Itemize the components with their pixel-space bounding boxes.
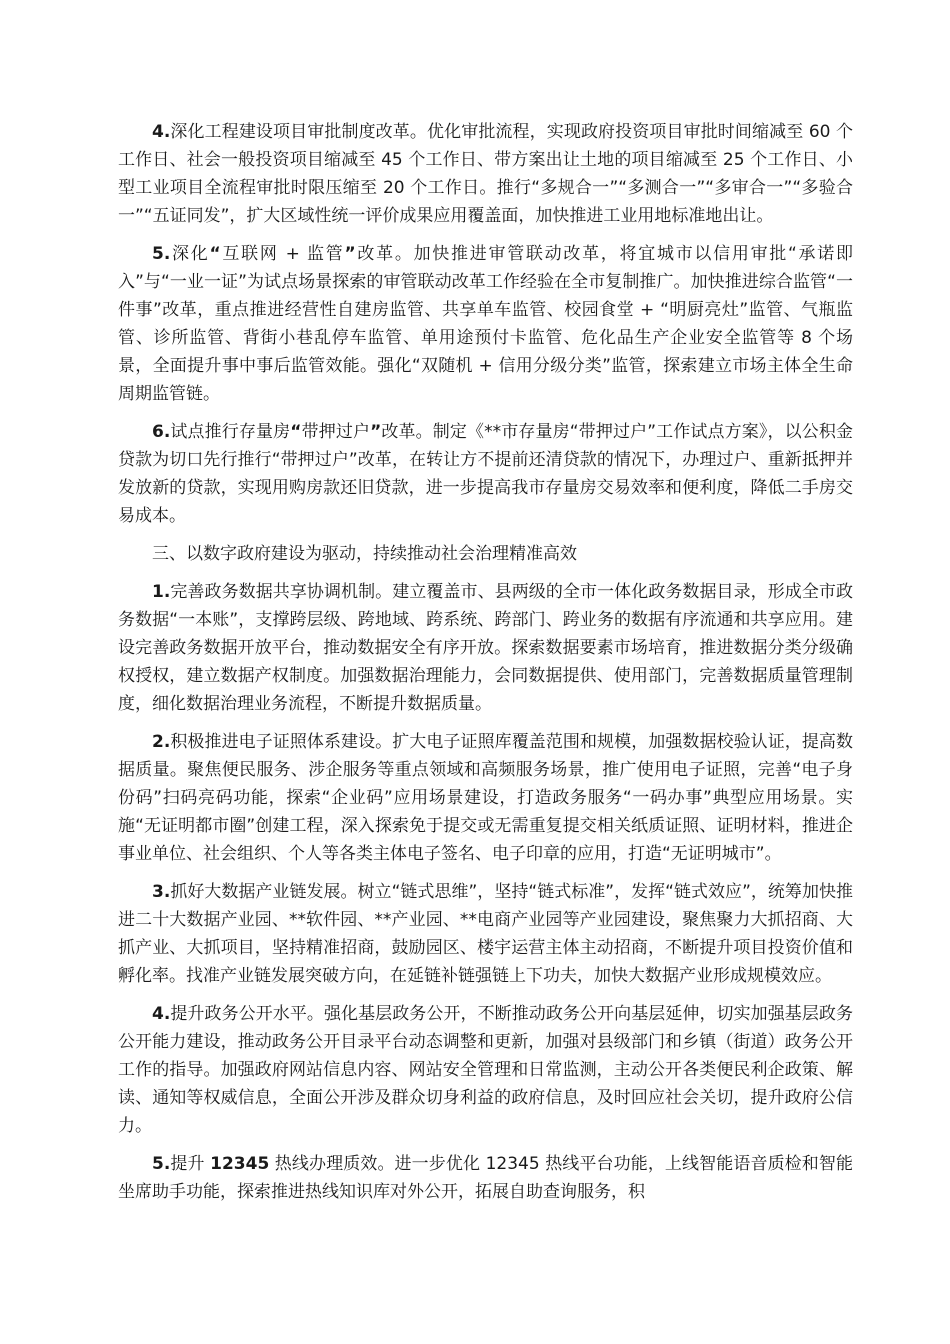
item-number: 2.: [152, 732, 171, 752]
paragraph-text: 深化工程建设项目审批制度改革。优化审批流程，实现政府投资项目审批时间缩减至 60 个工作日、社会一般投资项目缩减至 45 个工作日、带方案出让土地的项目缩减至 25 个工作日、小型工业项目全流程审批时限压缩至 20 个工作日。推行“多规合一”“多测合一”“多审合一”“多验合一”“五证同发”，扩大区域性统一评价成果应用覆盖面，加快推进工业用地标准地出让。: [118, 122, 853, 226]
quote-open: “: [209, 244, 221, 264]
paragraph-item-5: [118, 240, 853, 408]
paragraph-text: 提升政务公开水平。强化基层政务公开，不断推动政务公开向基层延伸，切实加强基层政务公开能力建设，推动政务公开目录平台动态调整和更新，加强对县级部门和乡镇（街道）政务公开工作的指导。加强政府网站信息内容、网站安全管理和日常监测，主动公开各类便民利企政策、解读、通知等权威信息，全面公开涉及群众切身利益的政府信息，及时回应社会关切，提升政府公信力。: [118, 1004, 853, 1136]
paragraph-item-5b: [118, 1150, 853, 1206]
paragraph-text-mid: 互联网 + 监管: [220, 244, 345, 264]
paragraph-item-4: [118, 118, 853, 230]
paragraph-text: 完善政务数据共享协调机制。建立覆盖市、县两级的全市一体化政务数据目录，形成全市政务数据“一本账”，支撑跨层级、跨地域、跨系统、跨部门、跨业务的数据有序流通和共享应用。建设完善政务数据开放平台，推动数据安全有序开放。探索数据要素市场培育，推进数据分类分级确权授权，建立数据产权制度。加强数据治理能力，会同数据提供、使用部门，完善数据质量管理制度，细化数据治理业务流程，不断提升数据质量。: [118, 582, 853, 714]
paragraph-text: 改革。制定《**市存量房“带押过户”工作试点方案》，以公积金贷款为切口先行推行“带押过户”改革，在转让方不提前还清贷款的情况下，办理过户、重新抵押并发放新的贷款，实现用购房款还旧贷款，进一步提高我市存量房交易效率和便利度，降低二手房交易成本。: [118, 422, 854, 526]
item-number: 3.: [152, 882, 171, 902]
quote-close: ”: [344, 244, 356, 264]
paragraph-item-1: [118, 578, 853, 718]
paragraph-text: 抓好大数据产业链发展。树立“链式思维”，坚持“链式标准”，发挥“链式效应”，统筹加快推进二十大数据产业园、**软件园、**产业园、**电商产业园等产业园建设，聚焦聚力大抓招商、大抓产业、大抓项目，坚持精准招商，鼓励园区、楼宇运营主体主动招商，不断提升项目投资价值和孵化率。找准产业链发展突破方向，在延链补链强链上下功夫，加快大数据产业形成规模效应。: [118, 882, 853, 986]
quote-close: ”: [370, 422, 382, 442]
section-heading: 三、以数字政府建设为驱动，持续推动社会治理精准高效: [152, 544, 577, 564]
paragraph-text-pre: 提升: [170, 1154, 211, 1174]
paragraph-item-6: [118, 418, 853, 530]
item-number: 4.: [152, 122, 171, 142]
paragraph-text-pre: 试点推行存量房: [170, 422, 291, 442]
paragraph-text-mid: 带押过户: [301, 422, 371, 442]
paragraph-text: 积极推进电子证照体系建设。扩大电子证照库覆盖范围和规模，加强数据校验认证，提高数据质量。聚焦便民服务、涉企服务等重点领域和高频服务场景，推广使用电子证照，完善“电子身份码”扫码亮码功能，探索“企业码”应用场景建设，打造政务服务“一码办事”典型应用场景。实施“无证明都市圈”创建工程，深入探索免于提交或无需重复提交相关纸质证照、证明材料，推进企事业单位、社会组织、个人等各类主体电子签名、电子印章的应用，打造“无证明城市”。: [118, 732, 853, 864]
hotline-number: 12345: [210, 1154, 270, 1174]
paragraph-item-3: [118, 878, 853, 990]
item-number: 6.: [152, 422, 171, 442]
item-number: 4.: [152, 1004, 171, 1024]
paragraph-text-pre: 深化: [170, 244, 210, 264]
item-number: 5.: [152, 244, 171, 264]
item-number: 1.: [152, 582, 171, 602]
quote-open: “: [290, 422, 302, 442]
item-number: 5.: [152, 1154, 171, 1174]
paragraph-text: 热线办理质效。进一步优化 12345 热线平台功能，上线智能语音质检和智能坐席助手功能，探索推进热线知识库对外公开，拓展自助查询服务，积: [118, 1154, 854, 1202]
paragraph-item-2: [118, 728, 853, 868]
paragraph-text: 改革。加快推进审管联动改革，将宜城市以信用审批“承诺即入”与“一业一证”为试点场景探索的审管联动改革工作经验在全市复制推广。加快推进综合监管“一件事”改革，重点推进经营性自建房监管、共享单车监管、校园食堂 + “明厨亮灶”监管、气瓶监管、诊所监管、背街小巷乱停车监管、单用途预付卡监管、危化品生产企业安全监管等 8 个场景，全面提升事中事后监管效能。强化“双随机 + 信用分级分类”监管，探索建立市场主体全生命周期监管链。: [118, 244, 853, 404]
document-page: [118, 118, 853, 1216]
paragraph-item-4b: [118, 1000, 853, 1140]
